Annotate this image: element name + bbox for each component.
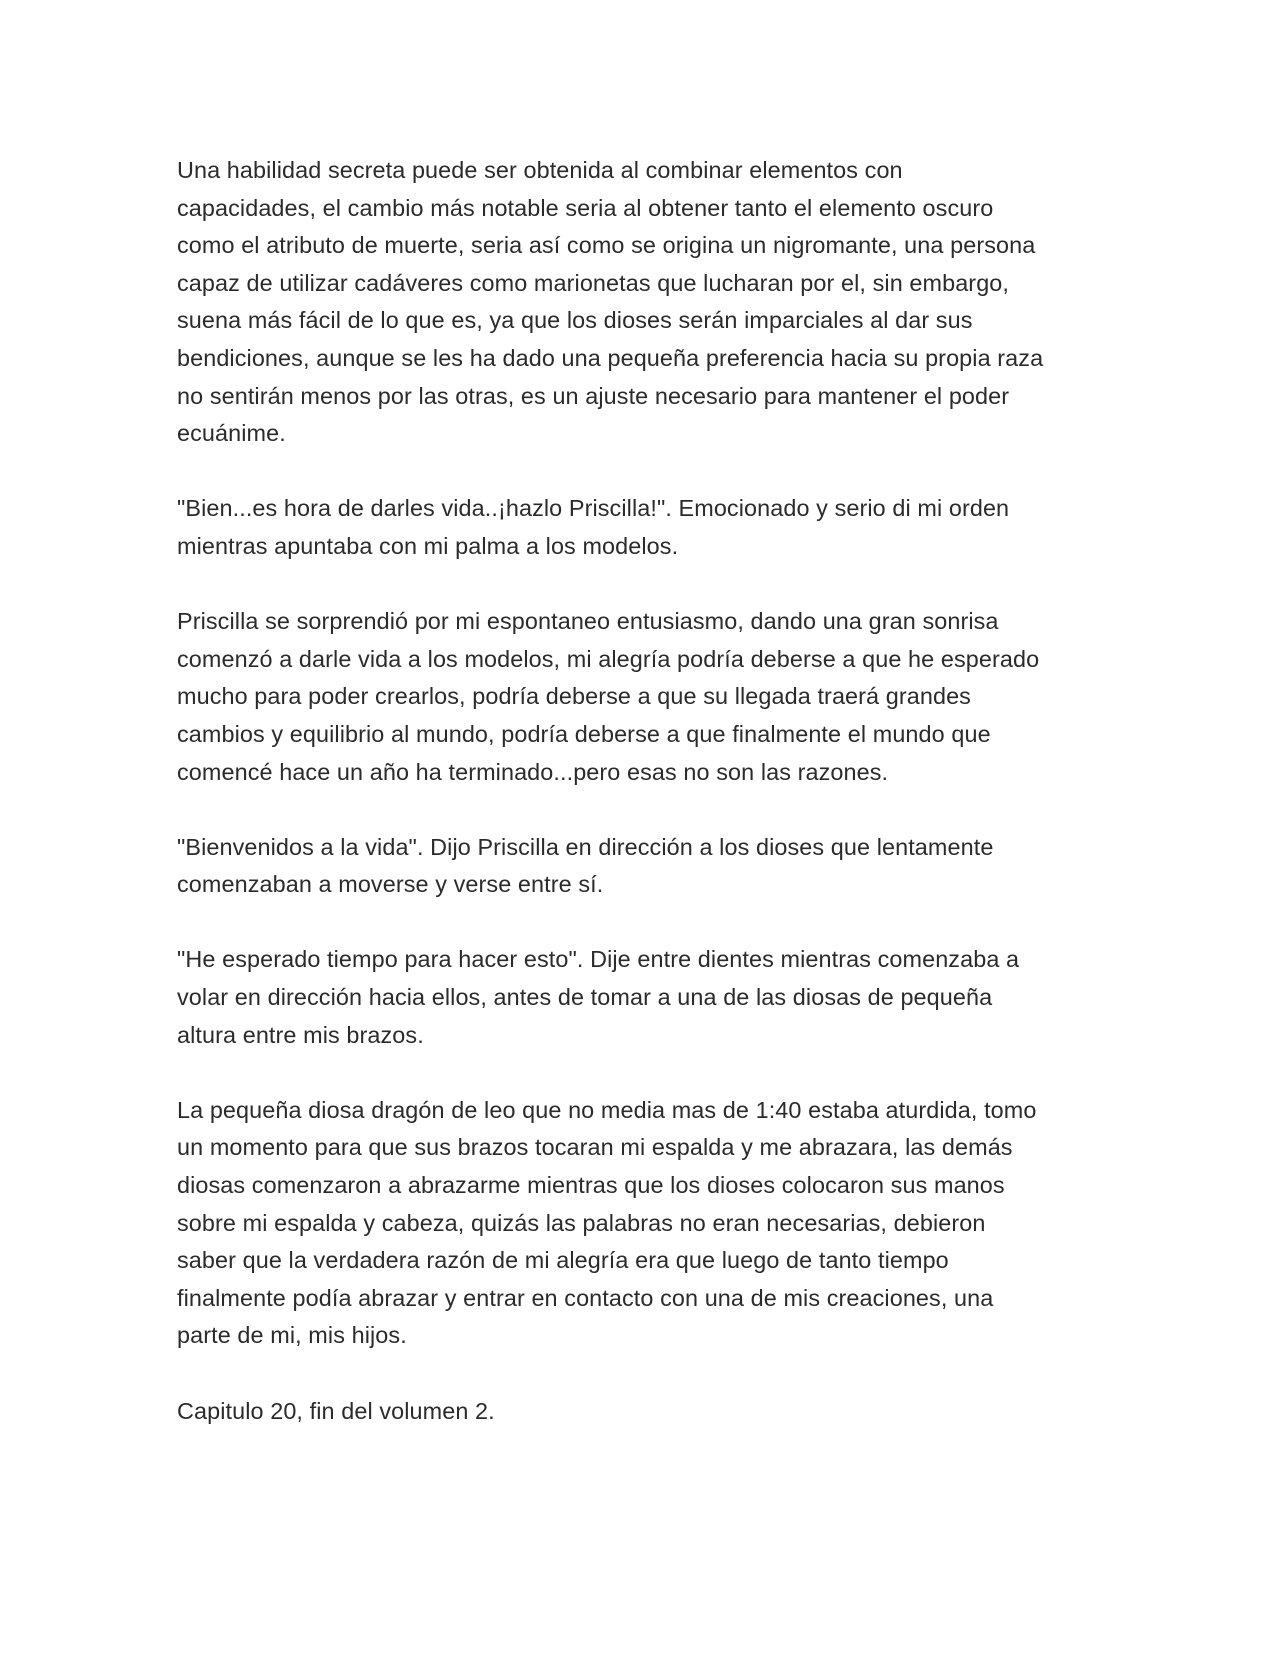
- text-line: mucho para poder crearlos, podría deberse a que su llegada traerá grandes: [177, 683, 971, 710]
- text-line: Una habilidad secreta puede ser obtenida al combinar elementos con: [177, 157, 903, 183]
- text-line: comenzaban a moverse y verse entre sí.: [177, 871, 604, 898]
- text-line: ecuánime.: [177, 420, 286, 447]
- text-line: no sentirán menos por las otras, es un ajuste necesario para mantener el poder: [177, 382, 1010, 409]
- paragraph-7: [177, 1393, 1107, 1431]
- text-line: parte de mi, mis hijos.: [177, 1322, 407, 1349]
- text-line: "Bien...es hora de darles vida..¡hazlo Priscilla!". Emocionado y serio di mi orden: [177, 495, 1010, 522]
- text-line: capaz de utilizar cadáveres como marionetas que lucharan por el, sin embargo,: [177, 269, 1010, 296]
- document-body: [177, 152, 1107, 1468]
- text-line: Priscilla se sorprendió por mi espontaneo entusiasmo, dando una gran sonrisa: [177, 608, 999, 635]
- text-line: bendiciones, aunque se les ha dado una pequeña preferencia hacia su propia raza: [177, 344, 1044, 371]
- text-line: diosas comenzaron a abrazarme mientras que los dioses colocaron sus manos: [177, 1172, 1005, 1199]
- paragraph-5: [177, 941, 1107, 1054]
- text-line: saber que la verdadera razón de mi alegría era que luego de tanto tiempo: [177, 1247, 949, 1274]
- paragraph-1: [177, 152, 1107, 453]
- text-line: capacidades, el cambio más notable seria al obtener tanto el elemento oscuro: [177, 194, 994, 221]
- text-line: mientras apuntaba con mi palma a los modelos.: [177, 532, 679, 559]
- text-line: "He esperado tiempo para hacer esto". Dije entre dientes mientras comenzaba a: [177, 946, 1020, 973]
- text-line: suena más fácil de lo que es, ya que los dioses serán imparciales al dar sus: [177, 307, 973, 334]
- text-line: un momento para que sus brazos tocaran mi espalda y me abrazara, las demás: [177, 1134, 1013, 1161]
- text-line: La pequeña diosa dragón de leo que no media mas de 1:40 estaba aturdida, tomo: [177, 1096, 1037, 1123]
- text-line: comenzó a darle vida a los modelos, mi alegría podría deberse a que he esperado: [177, 645, 1040, 672]
- text-line: volar en dirección hacia ellos, antes de tomar a una de las diosas de pequeña: [177, 984, 993, 1011]
- text-line: altura entre mis brazos.: [177, 1021, 424, 1048]
- text-line: sobre mi espalda y cabeza, quizás las palabras no eran necesarias, debieron: [177, 1209, 986, 1236]
- text-line: cambios y equilibrio al mundo, podría deberse a que finalmente el mundo que: [177, 720, 991, 747]
- text-line: "Bienvenidos a la vida". Dijo Priscilla en dirección a los dioses que lentamente: [177, 833, 994, 860]
- text-line: finalmente podía abrazar y entrar en contacto con una de mis creaciones, una: [177, 1284, 994, 1311]
- paragraph-3: [177, 603, 1107, 791]
- text-line: como el atributo de muerte, seria así como se origina un nigromante, una persona: [177, 232, 1036, 259]
- paragraph-4: [177, 829, 1107, 904]
- paragraph-2: [177, 490, 1107, 565]
- paragraph-6: [177, 1092, 1107, 1355]
- text-line: comencé hace un año ha terminado...pero esas no son las razones.: [177, 758, 889, 785]
- text-line: Capitulo 20, fin del volumen 2.: [177, 1397, 495, 1424]
